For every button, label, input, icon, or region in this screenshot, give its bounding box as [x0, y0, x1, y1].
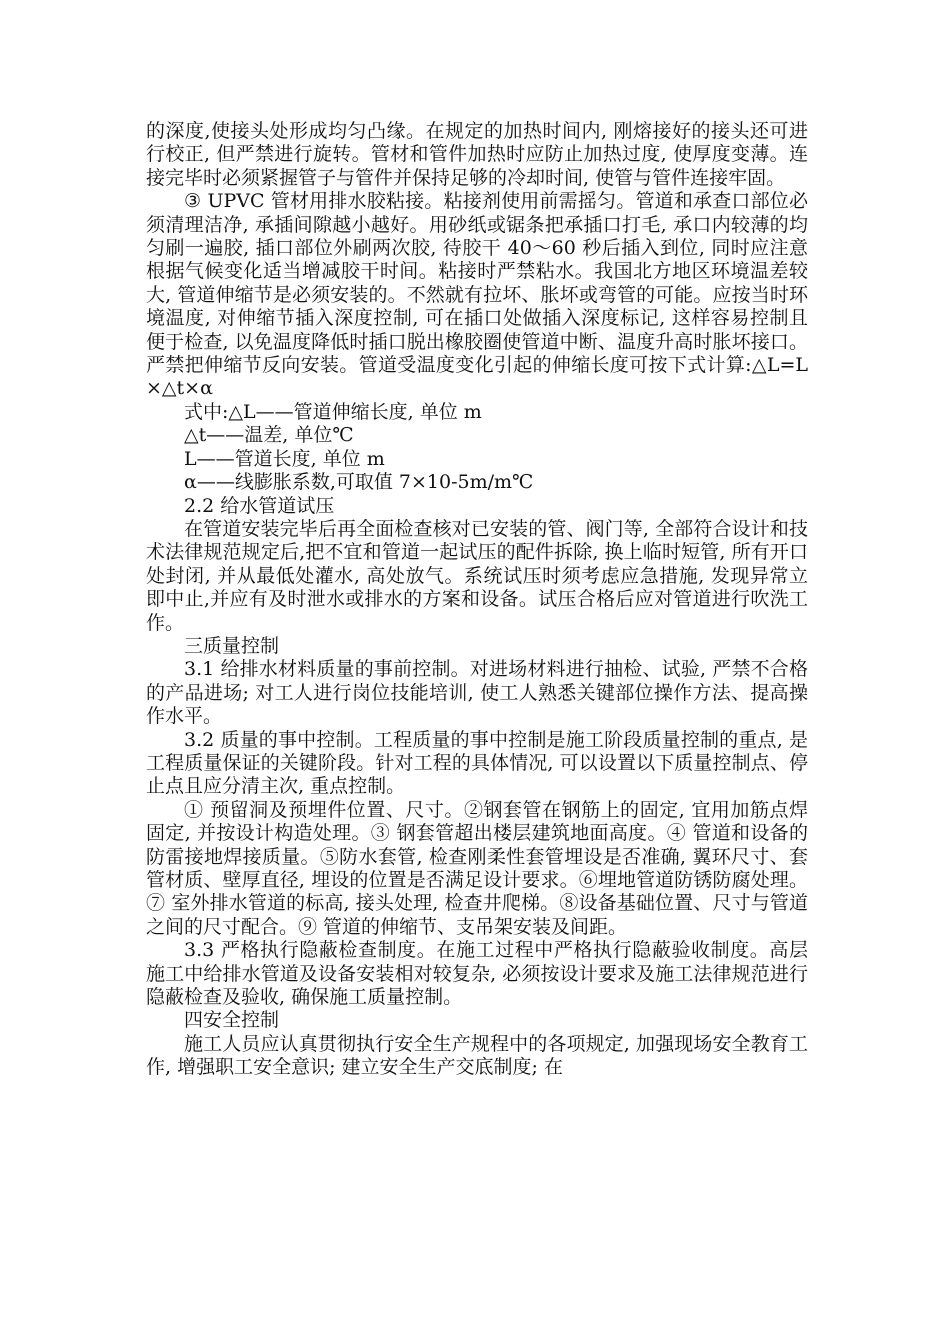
formula-def-delta-t: △t——温差, 单位℃: [184, 424, 354, 447]
paragraph-3-3: 3.3 严格执行隐蔽检查制度。在施工过程中严格执行隐蔽验收制度。高层施工中给排水管道及设备安装相对较复杂, 必须按设计要求及施工法律规范进行隐蔽检查及验收, 确保施工质量控制。: [146, 939, 808, 1009]
section-heading-quality-control: 三质量控制: [184, 634, 280, 657]
paragraph-control-points: ① 预留洞及预埋件位置、尺寸。②钢套管在钢筋上的固定, 宜用加筋点焊固定, 并按设计构造处理。③ 钢套管超出楼层建筑地面高度。④ 管道和设备的防雷接地焊接质量。⑤防水套管, 检查刚柔性套管埋设是否准确, 翼环尺寸、套管材质、壁厚直径, 埋设的位置是否满足设计要求。⑥埋地管道防锈防腐处理。⑦ 室外排水管道的标高, 接头处理, 检查井爬梯。⑧设备基础位置、尺寸与管道之间的尺寸配合。⑨ 管道的伸缩节、支吊架安装及间距。: [146, 798, 808, 938]
document-body: [146, 120, 808, 1080]
section-heading-2-2: 2.2 给水管道试压: [184, 494, 335, 517]
paragraph-heat-fusion-continued: 的深度,使接头处形成均匀凸缘。在规定的加热时间内, 刚熔接好的接头还可进行校正, 但严禁进行旋转。管材和管件加热时应防止加热过度, 使厚度变薄。连接完毕时必须紧握管子与管件并保持足够的冷却时间, 使管与管件连接牢固。: [146, 120, 808, 189]
paragraph-3-2: 3.2 质量的事中控制。工程质量的事中控制是施工阶段质量控制的重点, 是工程质量保证的关键阶段。针对工程的具体情况, 可以设置以下质量控制点、停止点且应分清主次, 重点控制。: [146, 728, 808, 798]
paragraph-3-1: 3.1 给排水材料质量的事前控制。对进场材料进行抽检、试验, 严禁不合格的产品进场; 对工人进行岗位技能培训, 使工人熟悉关键部位操作方法、提高操作水平。: [146, 658, 808, 728]
paragraph-pressure-test: 在管道安装完毕后再全面检查核对已安装的管、阀门等, 全部符合设计和技术法律规范规定后,把不宜和管道一起试压的配件拆除, 换上临时短管, 所有开口处封闭, 并从最低处灌水, 高处放气。系统试压时须考虑应急措施, 发现异常立即中止,并应有及时泄水或排水的方案和设备。试压合格后应对管道进行吹洗工作。: [146, 517, 808, 634]
section-heading-safety-control: 四安全控制: [184, 1009, 280, 1032]
formula-def-l: L——管道长度, 单位 m: [184, 447, 385, 470]
formula-def-alpha: α——线膨胀系数,可取值 7×10-5m/m℃: [184, 471, 534, 494]
formula-def-delta-l: 式中:△L——管道伸缩长度, 单位 m: [184, 400, 482, 423]
paragraph-upvc-bonding: ③ UPVC 管材用排水胶粘接。粘接剂使用前需摇匀。管道和承查口部位必须清理洁净, 承插间隙越小越好。用砂纸或锯条把承插口打毛, 承口内较薄的均匀刷一遍胶, 插口部位外刷两次胶, 待胶干 40～60 秒后插入到位, 同时应注意根据气候变化适当增减胶干时间。粘接时严禁粘水。我国北方地区环境温差较大, 管道伸缩节是必须安装的。不然就有拉坏、胀坏或弯管的可能。应按当时环境温度, 对伸缩节插入深度控制, 可在插口处做插入深度标记, 这样容易控制且便于检查, 以免温度降低时插口脱出橡胶圈使管道中断、温度升高时胀坏接口。严禁把伸缩节反向安装。管道受温度变化引起的伸缩长度可按下式计算:△L=L×△t×α: [146, 190, 808, 400]
paragraph-safety: 施工人员应认真贯彻执行安全生产规程中的各项规定, 加强现场安全教育工作, 增强职工安全意识; 建立安全生产交底制度; 在: [146, 1032, 808, 1079]
